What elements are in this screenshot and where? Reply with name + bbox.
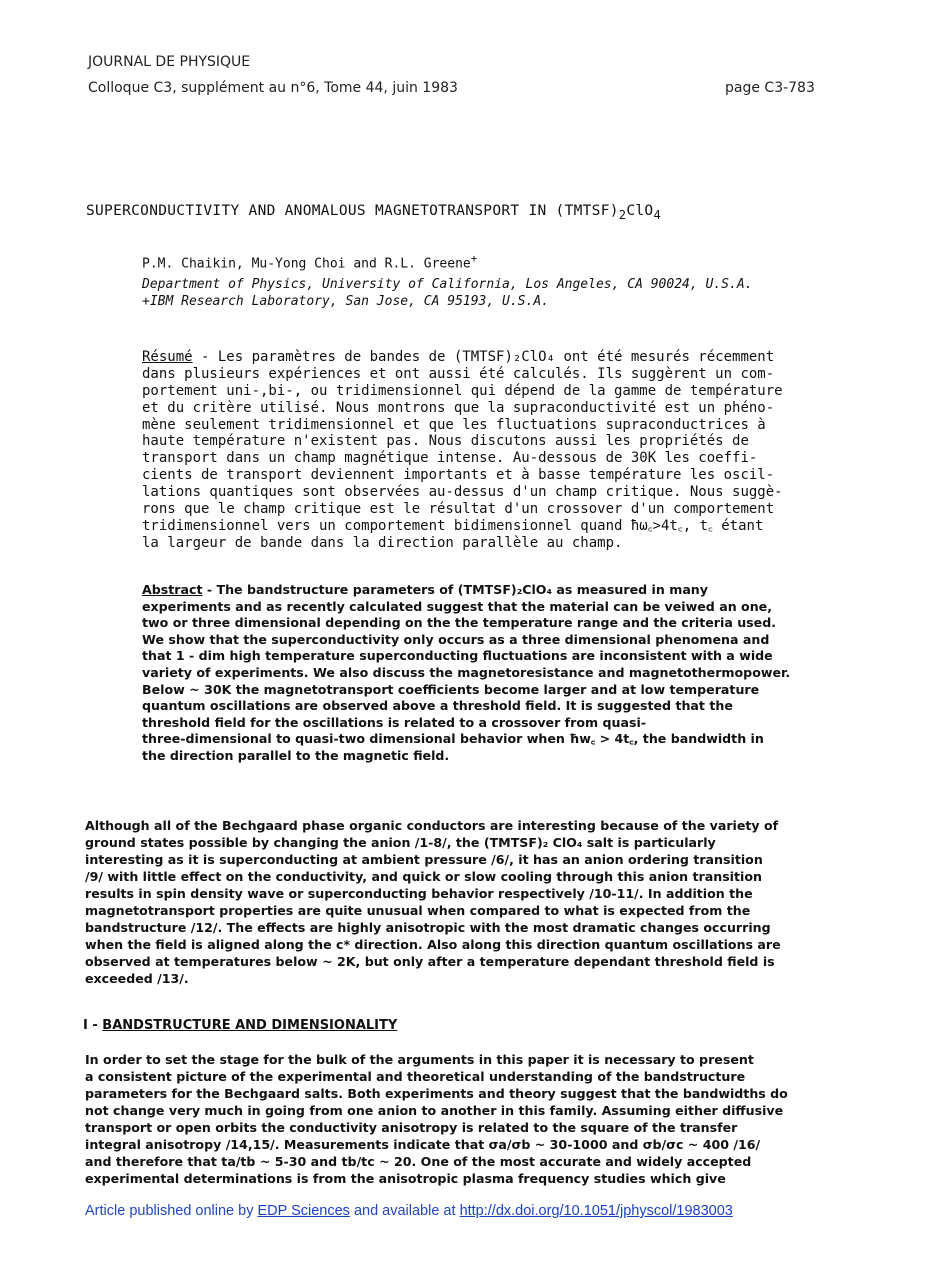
resume-line: haute température n'existent pas. Nous discutons aussi les propriétés de bbox=[142, 433, 749, 450]
resume-line: rons que le champ critique est le résultat d'un crossover d'un comportement bbox=[142, 501, 775, 518]
body-line: In order to set the stage for the bulk of the arguments in this paper it is necessary to present bbox=[85, 1052, 754, 1067]
author-names: P.M. Chaikin, Mu-Yong Choi and R.L. Greene bbox=[142, 256, 471, 272]
body-line: Although all of the Bechgaard phase organic conductors are interesting because of the variety of bbox=[85, 818, 779, 833]
resume-line: transport dans un champ magnétique intense. Au-dessous de 30K les coeffi- bbox=[142, 450, 758, 467]
journal-name: JOURNAL DE PHYSIQUE bbox=[88, 54, 251, 70]
section-title: BANDSTRUCTURE AND DIMENSIONALITY bbox=[102, 1018, 398, 1033]
footer-prefix: Article published online by bbox=[85, 1203, 258, 1219]
body-line: a consistent picture of the experimental and theoretical understanding of the bandstructure bbox=[85, 1069, 746, 1084]
colloque-info: Colloque C3, supplément au n°6, Tome 44, juin 1983 bbox=[88, 80, 458, 96]
affiliation-ibm: +IBM Research Laboratory, San Jose, CA 95193, U.S.A. bbox=[142, 294, 549, 309]
page-number: page C3-783 bbox=[725, 80, 815, 96]
doi-link[interactable]: http://dx.doi.org/10.1051/jphyscol/1983003 bbox=[459, 1203, 733, 1219]
resume-line: tridimensionnel vers un comportement bidimensionnel quand ħω꜀>4t꜀, t꜀ étant bbox=[142, 517, 764, 534]
abstract-line: Abstract - The bandstructure parameters of (TMTSF)₂ClO₄ as measured in many bbox=[142, 582, 708, 597]
paper-title bbox=[86, 203, 661, 222]
body-line: and therefore that ta/tb ~ 5-30 and tb/tc ~ 20. One of the most accurate and widely accepted bbox=[85, 1154, 752, 1169]
resume-line: dans plusieurs expériences et ont aussi été calculés. Ils suggèrent un com- bbox=[142, 365, 775, 382]
abstract-line: threshold field for the oscillations is related to a crossover from quasi- bbox=[142, 714, 647, 730]
resume-line: mène seulement tridimensionnel et que les fluctuations supraconductrices à bbox=[142, 416, 766, 433]
abstract-line: variety of experiments. We also discuss the magnetoresistance and magnetothermopower. bbox=[142, 664, 791, 680]
resume-line: lations quantiques sont observées au-dessus d'un champ critique. Nous suggè- bbox=[142, 484, 783, 501]
resume-label: Résumé bbox=[142, 349, 193, 365]
affiliation-ucla: Department of Physics, University of California, Los Angeles, CA 90024, U.S.A. bbox=[142, 277, 753, 292]
abstract-label: Abstract bbox=[142, 582, 203, 597]
body-line: results in spin density wave or superconducting behavior respectively /10-11/. In addition the bbox=[85, 886, 753, 901]
abstract-line: We show that the superconductivity only occurs as a three dimensional phenomena and bbox=[142, 631, 770, 647]
body-line: /9/ with little effect on the conductivity, and quick or slow cooling through this anion transition bbox=[85, 869, 762, 884]
body-line: observed at temperatures below ~ 2K, but only after a temperature dependant threshold field is bbox=[85, 954, 775, 969]
resume-line: cients de transport deviennent importants et à basse température les oscil- bbox=[142, 467, 775, 484]
footer-middle: and available at bbox=[349, 1203, 460, 1219]
abstract-line: quantum oscillations are observed above a threshold field. It is suggested that the bbox=[142, 698, 733, 714]
abstract-line: Below ~ 30K the magnetotransport coefficients become larger and at low temperature bbox=[142, 681, 760, 697]
resume-line: la largeur de bande dans la direction parallèle au champ. bbox=[142, 534, 623, 551]
resume-line: portement uni-,bi-, ou tridimensionnel qui dépend de la gamme de température bbox=[142, 382, 783, 399]
resume-line: et du critère utilisé. Nous montrons que la supraconductivité est un phéno- bbox=[142, 399, 775, 416]
abstract-line: three-dimensional to quasi-two dimensional behavior when ħw꜀ > 4t꜀, the bandwidth in bbox=[142, 731, 764, 747]
abstract-line: that 1 - dim high temperature superconducting fluctuations are inconsistent with a wide bbox=[142, 648, 773, 664]
body-line: exceeded /13/. bbox=[85, 971, 189, 986]
body-line: transport or open orbits the conductivity anisotropy is related to the square of the transfer bbox=[85, 1120, 738, 1135]
title-sub2: 4 bbox=[653, 207, 662, 222]
body-line: parameters for the Bechgaard salts. Both experiments and theory suggest that the bandwidths do bbox=[85, 1086, 788, 1101]
title-tail: ClO bbox=[626, 203, 654, 219]
abstract-line: experiments and as recently calculated suggest that the material can be veiwed an one, bbox=[142, 598, 772, 614]
author-list bbox=[142, 252, 477, 271]
body-line: when the field is aligned along the c* direction. Also along this direction quantum oscillations are bbox=[85, 937, 781, 952]
footer-notice bbox=[85, 1203, 733, 1219]
title-main: SUPERCONDUCTIVITY AND ANOMALOUS MAGNETOTRANSPORT IN (TMTSF) bbox=[86, 203, 619, 219]
body-line: bandstructure /12/. The effects are highly anisotropic with the most dramatic changes occurring bbox=[85, 920, 771, 935]
abstract-line: two or three dimensional depending on the the temperature range and the criteria used. bbox=[142, 615, 777, 631]
body-line: interesting as it is superconducting at ambient pressure /6/, it has an anion ordering transition bbox=[85, 852, 763, 867]
section-number: I - bbox=[83, 1018, 103, 1033]
body-line: ground states possible by changing the anion /1-8/, the (TMTSF)₂ ClO₄ salt is particularly bbox=[85, 835, 716, 850]
edp-sciences-link[interactable]: EDP Sciences bbox=[257, 1203, 350, 1219]
intro-paragraph bbox=[85, 817, 835, 987]
body-line: integral anisotropy /14,15/. Measurements indicate that σa/σb ~ 30-1000 and σb/σc ~ 400 /16/ bbox=[85, 1137, 761, 1152]
title-sub: 2 bbox=[618, 207, 627, 222]
abstract-line: the direction parallel to the magnetic field. bbox=[142, 747, 450, 763]
body-line: experimental determinations is from the anisotropic plasma frequency studies which give bbox=[85, 1171, 726, 1186]
resume-block bbox=[142, 349, 822, 552]
section-paragraph bbox=[85, 1051, 835, 1187]
body-line: not change very much in going from one anion to another in this family. Assuming either diffusive bbox=[85, 1103, 784, 1118]
resume-line: Résumé - Les paramètres de bandes de (TMTSF)₂ClO₄ ont été mesurés récemment bbox=[142, 349, 775, 365]
author-mark: + bbox=[470, 252, 478, 265]
body-line: magnetotransport properties are quite unusual when compared to what is expected from the bbox=[85, 903, 751, 918]
section-heading bbox=[83, 1018, 397, 1033]
abstract-block bbox=[142, 582, 832, 765]
